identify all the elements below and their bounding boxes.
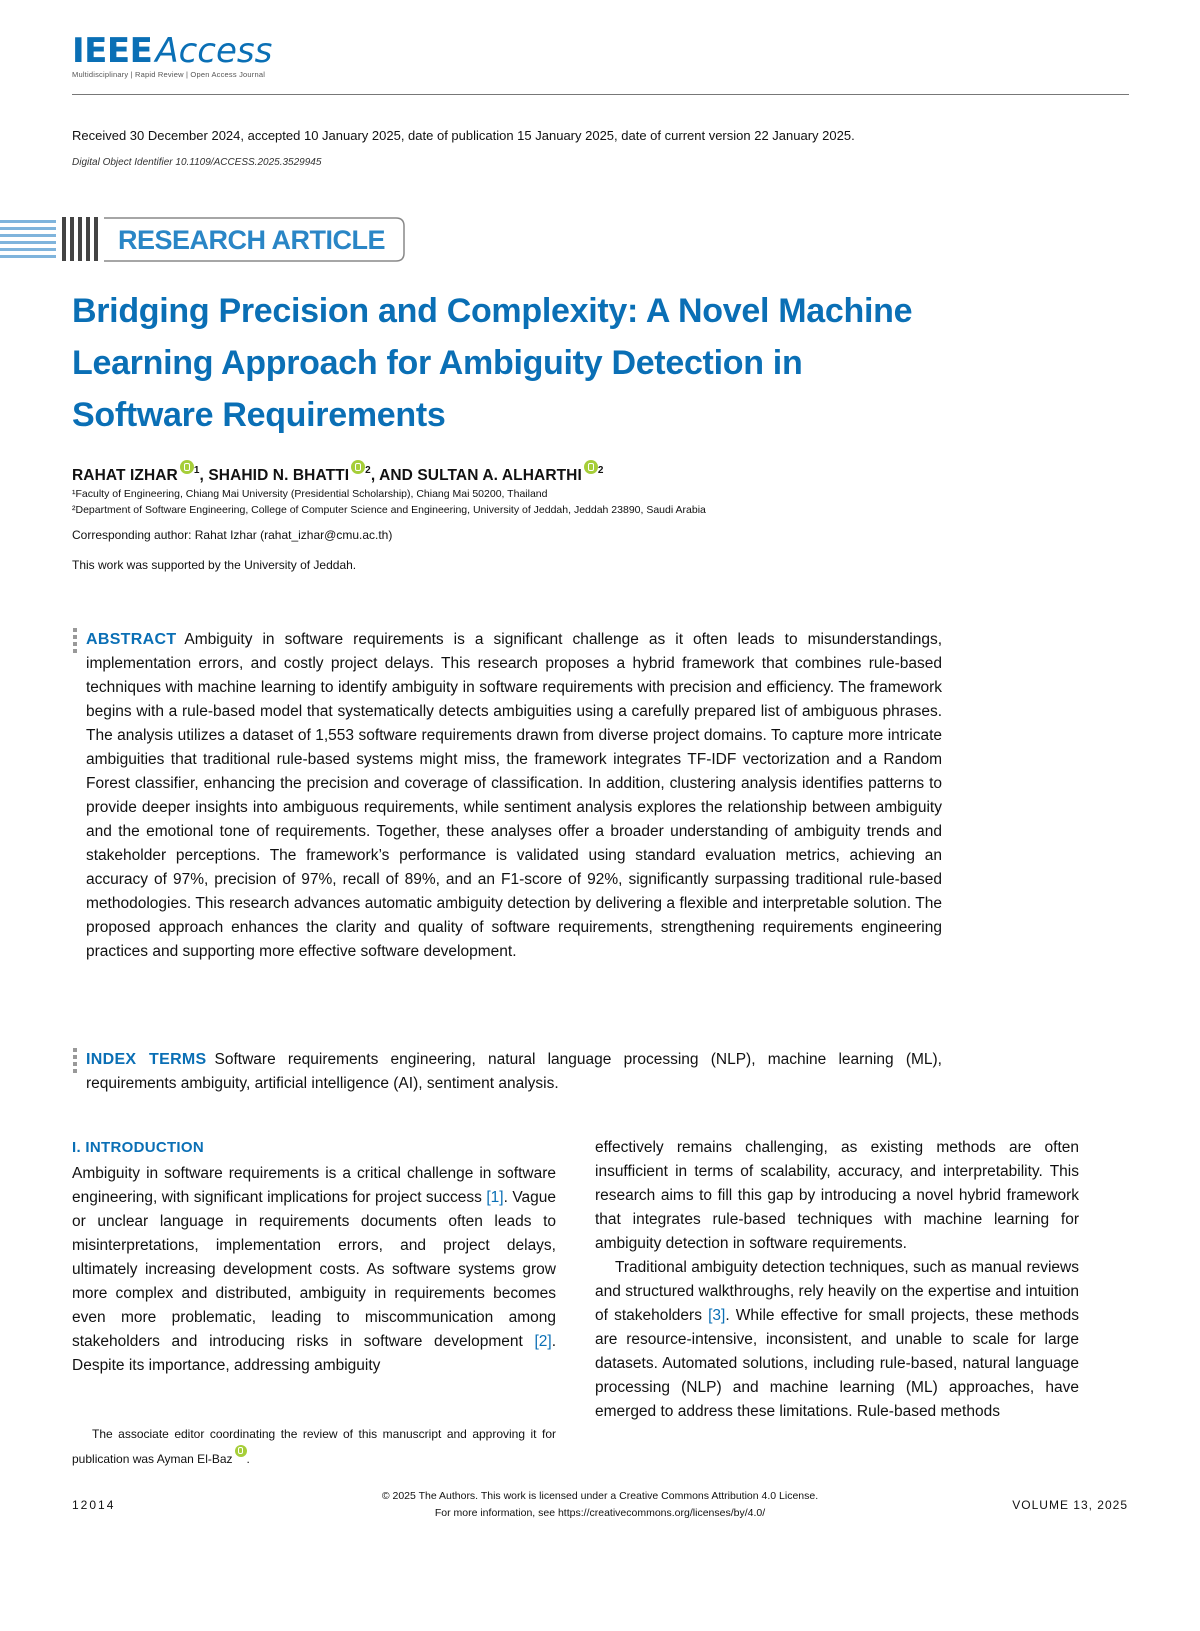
affiliation-1: ¹Faculty of Engineering, Chiang Mai University (Presidential Scholarship), Chiang Mai 50200, Thailand — [72, 488, 548, 500]
license-line-1: © 2025 The Authors. This work is licensed under a Creative Commons Attribution 4.0 License. — [381, 1490, 819, 1502]
left-column — [72, 1136, 556, 1378]
doi-line: Digital Object Identifier 10.1109/ACCESS.2025.3529945 — [72, 157, 322, 168]
author-1-affil: 1 — [193, 465, 200, 476]
orcid-icon[interactable] — [351, 460, 365, 474]
right-column — [595, 1136, 1079, 1424]
author-2: , SHAHID N. BHATTI — [199, 467, 350, 484]
author-1: RAHAT IZHAR — [72, 467, 178, 484]
author-2-affil: 2 — [365, 465, 371, 476]
author-3: , AND SULTAN A. ALHARTHI — [370, 467, 582, 484]
funding-note: This work was supported by the University of Jeddah. — [72, 558, 357, 572]
license-note — [300, 1488, 900, 1522]
intro-paragraph-1 — [72, 1162, 556, 1378]
intro-text: Traditional ambiguity detection techniques, such as manual reviews and structured walkthroughs, rely heavily on the expertise and intuition of stakeholders — [595, 1259, 1079, 1324]
abstract — [86, 628, 942, 964]
abstract-marker-icon — [73, 628, 77, 656]
editor-footnote — [72, 1423, 556, 1470]
logo-wordmark — [72, 31, 273, 71]
footnote-end: . — [246, 1452, 250, 1466]
article-type-banner — [0, 217, 420, 262]
orcid-icon[interactable] — [180, 460, 194, 474]
received-dates: Received 30 December 2024, accepted 10 January 2025, date of publication 15 January 2025, date of current version 22 January 2025. — [72, 128, 855, 143]
orcid-icon[interactable] — [584, 460, 598, 474]
intro-paragraph-1-continued: effectively remains challenging, as existing methods are often insufficient in terms of scalability, accuracy, and interpretability. This research aims to fill this gap by introducing a novel hybrid framework that integrates rule-based techniques with machine learning for ambiguity detection in software requirements. — [595, 1139, 1079, 1252]
section-heading-introduction: I. INTRODUCTION — [72, 1139, 204, 1156]
banner-stripes-icon — [0, 217, 98, 261]
header-rule — [72, 94, 1129, 95]
index-terms-heading: INDEX TERMS — [86, 1051, 207, 1068]
index-terms-marker-icon — [73, 1048, 77, 1076]
logo-ieee: IEEE — [72, 31, 153, 71]
paper-title: Bridging Precision and Complexity: A Novel Machine Learning Approach for Ambiguity Detection in Software Requirements — [72, 292, 913, 434]
intro-paragraph-2 — [595, 1256, 1079, 1424]
author-3-affil: 2 — [597, 465, 604, 476]
abstract-text: Ambiguity in software requirements is a significant challenge as it often leads to misunderstandings, implementation errors, and costly project delays. This research proposes a hybrid framework that combines rule-based techniques with machine learning to identify ambiguity in software requirements with precision and efficiency. The framework begins with a rule-based model that systematically detects ambiguities using a carefully prepared list of ambiguous phrases. The analysis utilizes a dataset of 1,553 software requirements drawn from diverse project domains. To capture more intricate ambiguities that traditional rule-based systems might miss, the framework integrates TF-IDF vectorization and a Random Forest classifier, enhancing the precision and coverage of classification. In addition, clustering analysis identifies patterns to provide deeper insights into ambiguous requirements, while sentiment analysis explores the relationship between ambiguity and the emotional tone of requirements. Together, these analyses offer a broader understanding of ambiguity trends and stakeholder perceptions. The framework’s performance is validated using standard evaluation metrics, achieving an accuracy of 97%, precision of 97%, recall of 89%, and an F1-score of 92%, significantly surpassing traditional rule-based methodologies. This research advances automatic ambiguity detection by delivering a flexible and interpretable solution. The proposed approach enhances the clarity and quality of software requirements, strengthening requirements engineering practices and supporting more effective software development. — [86, 631, 942, 960]
logo-tagline: Multidisciplinary | Rapid Review | Open Access Journal — [72, 70, 266, 79]
affiliation-2: ²Department of Software Engineering, College of Computer Science and Engineering, University of Jeddah, Jeddah 23890, Saudi Arabia — [72, 504, 706, 516]
citation-link[interactable]: [2] — [534, 1333, 552, 1350]
article-type-label: RESEARCH ARTICLE — [118, 225, 386, 255]
citation-link[interactable]: [1] — [486, 1189, 504, 1206]
logo-access: Access — [155, 31, 273, 71]
intro-text: . Vague or unclear language in requirements documents often leads to misinterpretations, implementation errors, and project delays, ultimately increasing development costs. As software systems grow more complex and distributed, ambiguity in requirements becomes even more problematic, leading to miscommunication among stakeholders and introducing risks in software development — [72, 1189, 556, 1350]
abstract-heading: ABSTRACT — [86, 631, 177, 648]
license-link[interactable]: For more information, see https://creativecommons.org/licenses/by/4.0/ — [434, 1507, 766, 1519]
index-terms-text: Software requirements engineering, natural language processing (NLP), machine learning (ML), requirements ambiguity, artificial intelligence (AI), sentiment analysis. — [86, 1051, 942, 1092]
page-number: 12014 — [72, 1498, 116, 1512]
volume-label: VOLUME 13, 2025 — [1012, 1498, 1128, 1512]
index-terms — [86, 1048, 942, 1096]
citation-link[interactable]: [3] — [708, 1307, 726, 1324]
author-list — [72, 460, 604, 485]
intro-text: . While effective for small projects, these methods are resource-intensive, inconsistent, and unable to scale for large datasets. Automated solutions, including rule-based, natural language processing (NLP) and machine learning (ML) approaches, have emerged to address these limitations. Rule-based methods — [595, 1307, 1079, 1420]
intro-text: . Despite its importance, addressing ambiguity — [72, 1333, 556, 1374]
corresponding-author: Corresponding author: Rahat Izhar (rahat_izhar@cmu.ac.th) — [72, 528, 393, 542]
footnote-text: The associate editor coordinating the review of this manuscript and approving it for publication was Ayman El-Baz — [72, 1427, 556, 1466]
orcid-icon[interactable] — [235, 1445, 247, 1457]
journal-logo — [72, 31, 273, 79]
intro-text: Ambiguity in software requirements is a critical challenge in software engineering, with significant implications for project success — [72, 1165, 556, 1206]
